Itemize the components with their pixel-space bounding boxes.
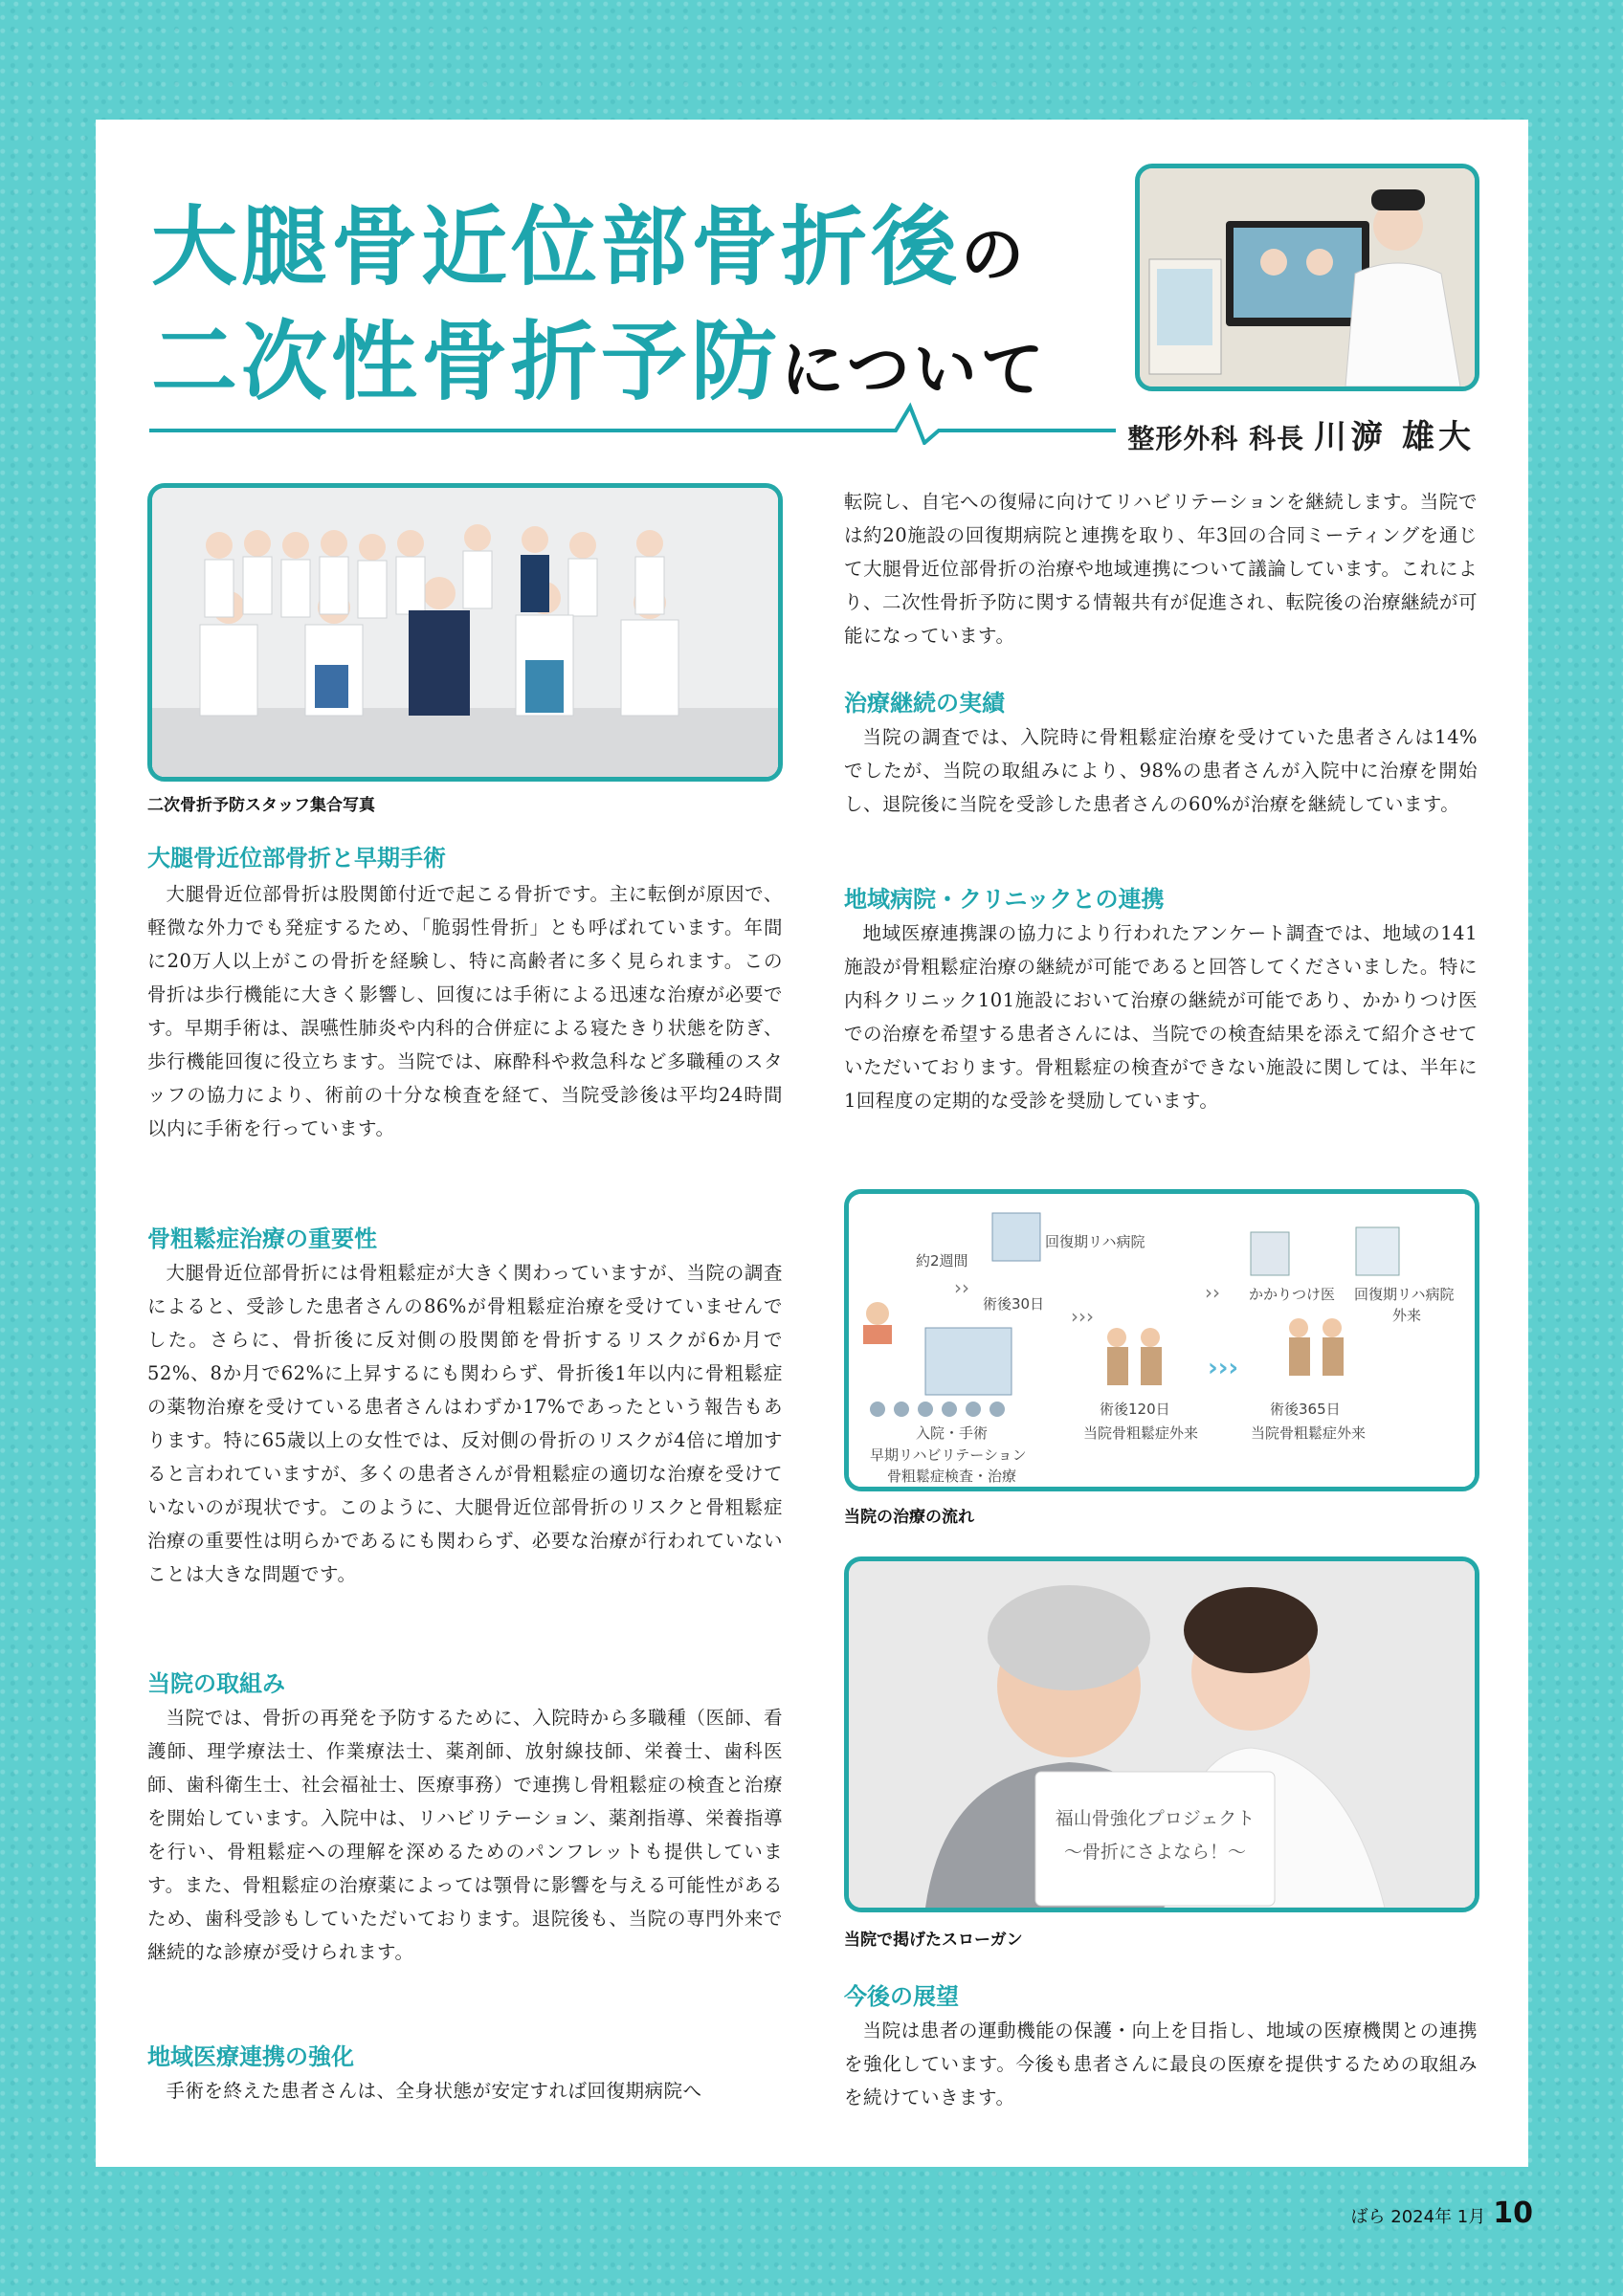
staff-photo-illustration [152,488,778,777]
flow-rehab-outpatient-1: 回復期リハ病院 [1354,1286,1455,1303]
arrow-icon-3: ›› [1205,1281,1220,1304]
treatment-flow-svg [849,1194,1475,1487]
arrow-icon-4: ››› [1208,1354,1239,1382]
slogan-photo-illustration [849,1561,1475,1908]
flow-family-doctor: かかりつけ医 [1249,1286,1336,1303]
rehab-hospital-icon [992,1213,1040,1261]
arrow-icon-1: ›› [954,1276,969,1299]
article-page [96,120,1528,2167]
page-number: 10 [1493,2197,1533,2230]
title-suffix: について [781,333,1048,407]
author-name: 川㴑 雄大 [1314,418,1475,456]
slogan-text-line1: 福山骨強化プロジェクト [1055,1808,1256,1829]
family-doctor-icon [1251,1232,1289,1275]
section-text-early-surgery: 大腿骨近位部骨折は股関節付近で起こる骨折です。主に転倒が原因で、軽微な外力でも発症するため、「脆弱性骨折」とも呼ばれています。年間に20万人以上がこの骨折を経験し、特に高齢者に多く見られます。この骨折は歩行機能に大きく影響し、回復には手術による迅速な治療が必要です。早期手術は、誤嚥性肺炎や内科的合併症による寝たきり状態を防ぎ、歩行機能回復に役立ちます。当院では、麻酔科や救急科など多職種のスタッフの協力により、術前の十分な検査を経て、当院受診後は平均24時間以内に手術を行っています。 [147,883,783,1139]
title-main-2: 二次性骨折予防 [151,312,781,412]
slogan-text-line2: ～骨折にさよなら！～ [1063,1842,1247,1863]
section-text-initiatives: 当院では、骨折の再発を予防するために、入院時から多職種（医師、看護師、理学療法士、作業療法士、薬剤師、放射線技師、栄養士、歯科医師、歯科衛生士、社会福祉士、医療事務）で連携し骨粗鬆症の検査と治療を開始しています。入院中は、リハビリテーション、薬剤指導、栄養指導を行い、骨粗鬆症への理解を深めるためのパンフレットも提供しています。また、骨粗鬆症の治療薬によっては顎骨に影響を与える可能性があるため、歯科受診もしていただいております。退院後も、当院の専門外来で継続的な診療が受けられます。 [147,1707,783,1963]
flow-weeks: 約2週間 [916,1252,968,1269]
author-department: 整形外科 科長 [1127,423,1305,454]
section-text-osteoporosis: 大腿骨近位部骨折には骨粗鬆症が大きく関わっていますが、当院の調査によると、受診した患者さんの86%が骨粗鬆症治療を受けていませんでした。さらに、骨折後に反対側の股関節を骨折するリスクが6か月で52%、8か月で62%に上昇するにも関わらず、骨折後1年以内に骨粗鬆症の薬物治療を受けている患者さんはわずか17%であったという報告もあります。特に65歳以上の女性では、反対側の骨折のリスクが4倍に増加すると言われていますが、多くの患者さんが骨粗鬆症の適切な治療を受けていないのが現状です。このように、大腿骨近位部骨折のリスクと骨粗鬆症治療の重要性は明らかであるにも関わらず、必要な治療が行われていないことは大きな問題です。 [147,1262,783,1585]
title-particle: の [961,218,1028,292]
author-photo-illustration [1140,168,1475,386]
publication-info: ばら 2024年 1月 [1350,2207,1486,2227]
hospital-building-icon [925,1328,1012,1395]
flow-day365: 術後365日 [1270,1401,1341,1418]
section-text-treatment-continuation: 当院の調査では、入院時に骨粗鬆症治療を受けていた患者さんは14%でしたが、当院の取組みにより、98%の患者さんが入院中に治療を開始し、退院後に当院を受診した患者さんの60%が治療を継続しています。 [844,726,1478,815]
section-heading-osteoporosis: 骨粗鬆症治療の重要性 [147,1225,377,1252]
treatment-flow-diagram [844,1189,1479,1491]
arrow-icon-2: ››› [1071,1305,1094,1328]
section-text-clinic-cooperation: 地域医療連携課の協力により行われたアンケート調査では、地域の141施設が骨粗鬆症治療の継続が可能であると回答してくださいました。特に内科クリニック101施設において治療の継続が可能であり、かかりつけ医での治療を希望する患者さんには、当院での検査結果を添えて紹介させていただいております。骨粗鬆症の検査ができない施設に関しては、半年に1回程度の定期的な受診を奨励しています。 [844,922,1478,1112]
section-heading-initiatives: 当院の取組み [147,1670,285,1697]
section-text-regional-cooperation-b: 転院し、自宅への復帰に向けてリハビリテーションを継続します。当院では約20施設の回復期病院と連携を取り、年3回の合同ミーティングを通じて大腿骨近位部骨折の治療や地域連携について議論しています。これにより、二次性骨折予防に関する情報共有が促進され、転院後の治療継続が可能になっています。 [844,491,1478,647]
flow-caption: 当院の治療の流れ [844,1508,974,1527]
section-heading-early-surgery: 大腿骨近位部骨折と早期手術 [147,845,446,872]
section-text-regional-cooperation-a: 手術を終えた患者さんは、全身状態が安定すれば回復期病院へ [166,2080,702,2102]
section-heading-outlook: 今後の展望 [844,1983,959,2010]
flow-day120: 術後120日 [1100,1401,1170,1418]
slogan-caption: 当院で掲げたスローガン [844,1931,1023,1950]
flow-day120-label: 当院骨粗鬆症外来 [1083,1424,1199,1442]
title-main-1: 大腿骨近位部骨折後 [151,197,961,298]
heartbeat-divider [149,387,1116,445]
staff-photo-caption: 二次骨折予防スタッフ集合写真 [147,796,375,815]
page-footer [1351,2197,1533,2230]
author-byline [1127,410,1475,457]
flow-day365-label: 当院骨粗鬆症外来 [1251,1424,1367,1442]
section-heading-clinic-cooperation: 地域病院・クリニックとの連携 [844,886,1165,913]
flow-rehab-outpatient-2: 外来 [1392,1307,1422,1324]
flow-admission: 入院・手術 [916,1424,989,1442]
flow-osteo-exam: 骨粗鬆症検査・治療 [887,1468,1017,1485]
section-text-outlook: 当院は患者の運動機能の保護・向上を目指し、地域の医療機関との連携を強化しています。今後も患者さんに最良の医療を提供するための取組みを続けていきます。 [844,2020,1478,2108]
flow-day30: 術後30日 [983,1295,1045,1313]
flow-early-rehab: 早期リハビリテーション [870,1446,1027,1464]
staff-photo [147,483,783,782]
author-photo [1135,164,1479,391]
section-heading-treatment-continuation: 治療継続の実績 [844,690,1005,717]
section-heading-regional-cooperation: 地域医療連携の強化 [147,2043,354,2070]
flow-rehab-hospital: 回復期リハ病院 [1045,1233,1145,1250]
slogan-photo [844,1556,1479,1912]
rehab-outpatient-icon [1356,1227,1399,1275]
title-line-1 [151,177,1028,301]
